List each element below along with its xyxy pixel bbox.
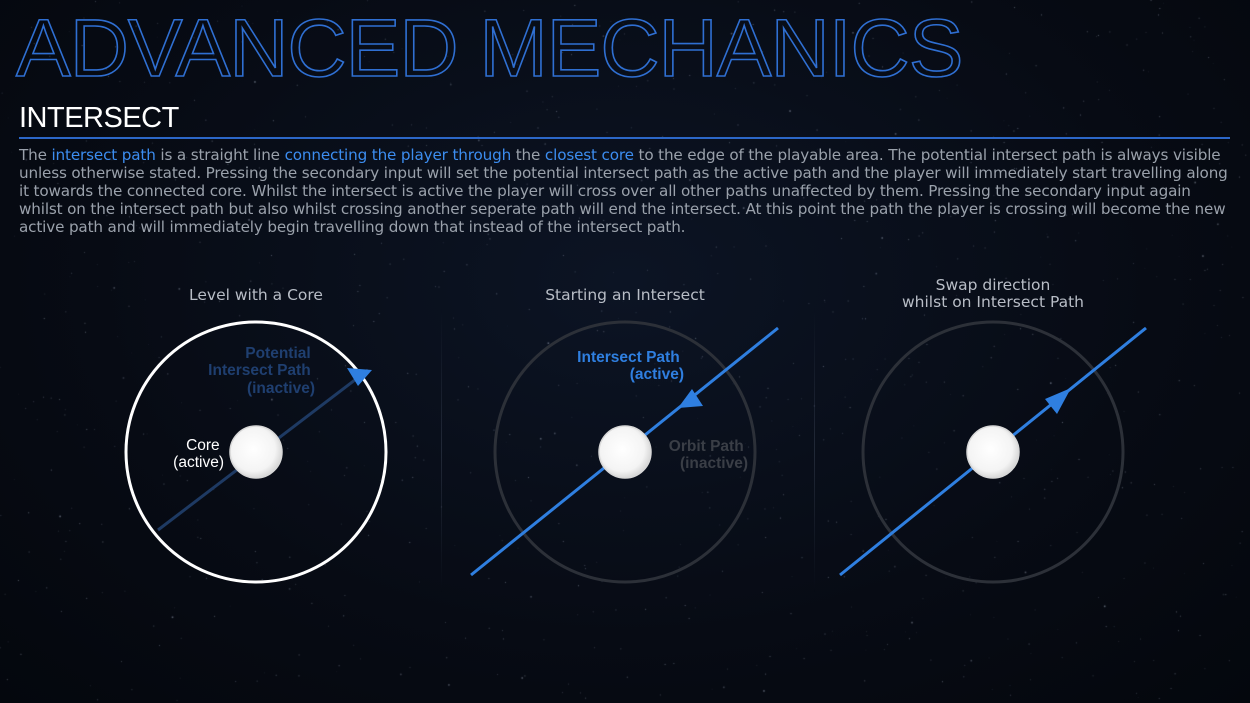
page-title: ADVANCED MECHANICS bbox=[16, 3, 963, 94]
intersect-path-label-line: (active) bbox=[629, 366, 684, 383]
panel-1-diagram bbox=[126, 322, 386, 582]
description-highlight: connecting the player through bbox=[284, 146, 512, 164]
panel-3-title-line: whilst on Intersect Path bbox=[902, 293, 1084, 311]
description-segment: is a straight line bbox=[155, 146, 285, 164]
panel-2-diagram bbox=[471, 322, 778, 582]
panel-2-title: Starting an Intersect bbox=[545, 286, 705, 304]
panel-1-title: Level with a Core bbox=[189, 286, 323, 304]
description-highlight: intersect path bbox=[51, 146, 156, 164]
description-segment: the bbox=[511, 146, 545, 164]
panel-3-diagram bbox=[840, 322, 1146, 582]
potential-path-label-line: Intersect Path bbox=[208, 362, 311, 379]
potential-path-label bbox=[208, 345, 315, 397]
potential-path-label-line: (inactive) bbox=[246, 380, 315, 397]
intersect-path-label-line: Intersect Path bbox=[577, 349, 680, 366]
description-segment: The bbox=[19, 146, 52, 164]
orbit-path-label-line: (inactive) bbox=[679, 455, 748, 472]
player-arrow-icon bbox=[1045, 388, 1071, 414]
core-label-line: (active) bbox=[173, 454, 224, 471]
core-label bbox=[173, 437, 224, 471]
core bbox=[230, 426, 282, 478]
panel-3-title-line: Swap direction bbox=[935, 276, 1051, 294]
core bbox=[967, 426, 1019, 478]
potential-path-label-line: Potential bbox=[245, 345, 311, 362]
intersect-path-label bbox=[577, 349, 684, 383]
description-highlight: closest core bbox=[544, 146, 634, 164]
description-segment: to the edge of the playable area. The potential intersect path is always visible unless otherwise stated. Pressing the secondary input will set the potential intersect path as the active path and the player will immediately start travelling along it towards the connected core. Whilst the intersect is active the player will cross over all other paths unaffected by them. Pressing the secondary input again whilst on the intersect path but also whilst crossing another seperate path will end the intersect. At this point the path the player is crossing will become the new active path and will immediately begin travelling down that instead of the intersect path. bbox=[19, 146, 1228, 236]
orbit-path-label bbox=[669, 438, 748, 472]
core bbox=[599, 426, 651, 478]
section-title: INTERSECT bbox=[19, 102, 179, 134]
core-label-line: Core bbox=[186, 437, 220, 454]
orbit-path-label-line: Orbit Path bbox=[668, 438, 744, 455]
